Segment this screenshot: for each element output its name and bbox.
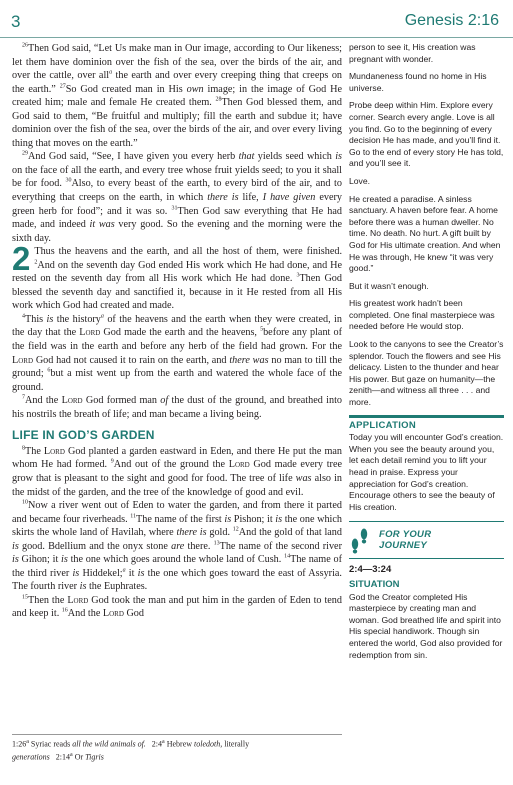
footnote-line-1: 1:26$^a$ Syriac reads all the wild animals of. 2:4$^a$ Hebrew toledoth, literally: [12, 739, 250, 749]
header-rule: [0, 37, 513, 38]
sidebar-paragraph: Look to the canyons to see the Creator’s splendor. Touch the flowers and see His delicacy. Listen to the thunder and hear His power. But gaze on humanity—the zenith—and witness all three . . . and more.: [349, 339, 504, 408]
footprints-icon: [349, 526, 371, 554]
application-text: Today you will encounter God’s creation. When you see the beauty around you, let each detail remind you to lift your head in praise. Express your appreciation for God’s creation. Encourage others to see the beauty of His creation.: [349, 432, 504, 512]
section-heading: LIFE IN GOD’S GARDEN: [12, 428, 155, 443]
sidebar-paragraph: person to see it, His creation was pregnant with wonder.: [349, 42, 476, 64]
application-heading: APPLICATION: [349, 419, 416, 431]
paragraph-verse-4: $^4$This is the history$^a$ of the heavens and the earth when they were created, in the day that the Lord God made the earth and the heavens, $^5$before any plant of the field was in the earth and before any herb of the field had grown. For the Lord God had not caused it to rain on the earth, and there was no man to till the ground; $^6$but a mist went up from the earth and watered the whole face of the ground.: [12, 313, 342, 393]
sidebar-paragraph: His greatest work hadn’t been completed. One final masterpiece was needed before He would stop.: [349, 298, 495, 332]
sidebar-paragraph: Probe deep within Him. Explore every corner. Search every angle. Love is all you find. Go to the beginning of every decision He has made, and you’ll find it. Go to the end of every story He has told, and you’ll see it.: [349, 100, 504, 169]
paragraph-verse-7: $^7$And the Lord God formed man of the dust of the ground, and breathed into his nostrils the breath of life; and man became a living being.: [12, 394, 342, 420]
sidebar-paragraph: He created a paradise. A sinless sanctuary. A haven before fear. A home before there was a human dweller. No time. No death. No hurt. A gift built by God for His ultimate creation. And when He was through, He knew “it was very good.”: [349, 193, 501, 274]
footnotes: [12, 737, 342, 762]
sidebar-paragraph: Love.: [349, 175, 371, 186]
chapter-number: 2: [12, 240, 31, 278]
page-number: 3: [11, 12, 21, 31]
journey-title: FOR YOUR JOURNEY: [379, 529, 432, 552]
passage-reference: 2:4—3:24: [349, 564, 392, 576]
running-head: Genesis 2:16: [404, 12, 499, 29]
main-text-column: [12, 42, 342, 621]
sidebar-paragraph: Mundaneness found no home in His universe.: [349, 71, 487, 93]
footnote-line-2: generations 2:14$^a$ Or Tigris: [12, 751, 104, 762]
journey-rule: [349, 558, 504, 559]
paragraph-verse-29: $^{29}$And God said, “See, I have given you every herb that yields seed which is on the face of all the earth, and every tree whose fruit yields seed; to you it shall be for food. $^{30}$Also, to every beast of the earth, to every bird of the air, and to everything that creeps on the earth, in which there is life, I have given every green herb for food”; and it was so. $^{31}$Then God saw everything that He had made, and indeed it was very good. So the evening and the morning were the sixth day.: [12, 150, 343, 244]
paragraph-verse-15: $^{15}$Then the Lord God took the man and put him in the garden of Eden to tend and keep it. $^{16}$And the Lord God: [12, 594, 342, 620]
paragraph-verse-10: $^{10}$Now a river went out of Eden to water the garden, and from there it parted and became four riverheads. $^{11}$The name of the first is Pishon; it is the one which skirts the whole land of Havilah, where there is gold. $^{12}$And the gold of that land is good. Bdellium and the onyx stone are there. $^{13}$The name of the second river is Gihon; it is the one which goes around the whole land of Cush. $^{14}$The name of the third river is Hiddekel;$^a$ it is the one which goes toward the east of Assyria. The fourth river is the Euphrates.: [12, 499, 343, 593]
footnote-rule: [12, 734, 342, 735]
situation-heading: SITUATION: [349, 578, 400, 590]
situation-text: God the Creator completed His masterpiece by creating man and woman. God breathed life and spirit into His special handiwork. Though sin entered the world, God also provided for redemption from sin.: [349, 591, 503, 660]
paragraph-chapter-2: 2 Thus the heavens and the earth, and all the host of them, were finished. $^2$And on the seventh day God ended His work which He had done, and He rested on the seventh day from all His work which He had done. $^3$Then God blessed the seventh day and sanctified it, because in it He rested from all His work which God had created and made.: [12, 240, 342, 312]
paragraph-verse-26: $^{26}$Then God said, “Let Us make man in Our image, according to Our likeness; let them have dominion over the fish of the sea, over the birds of the air, and over the cattle, over all$^a$ the earth and over every creeping thing that creeps on the earth.” $^{27}$So God created man in His own image; in the image of God He created him; male and female He created them. $^{28}$Then God blessed them, and God said to them, “Be fruitful and multiply; fill the earth and subdue it; have dominion over the fish of the sea, over the birds of the air, and over every living thing that moves on the earth.”: [12, 42, 343, 149]
journey-header: [349, 521, 504, 554]
sidebar-paragraph: But it wasn’t enough.: [349, 280, 429, 291]
application-rule: [349, 415, 504, 418]
paragraph-verse-8: $^8$The Lord God planted a garden eastward in Eden, and there He put the man whom He had formed. $^9$And out of the ground the Lord God made every tree grow that is pleasant to the sight and good for food. The tree of life was also in the midst of the garden, and the tree of the knowledge of good and evil.: [12, 445, 343, 498]
devotional-sidebar: [349, 42, 504, 661]
